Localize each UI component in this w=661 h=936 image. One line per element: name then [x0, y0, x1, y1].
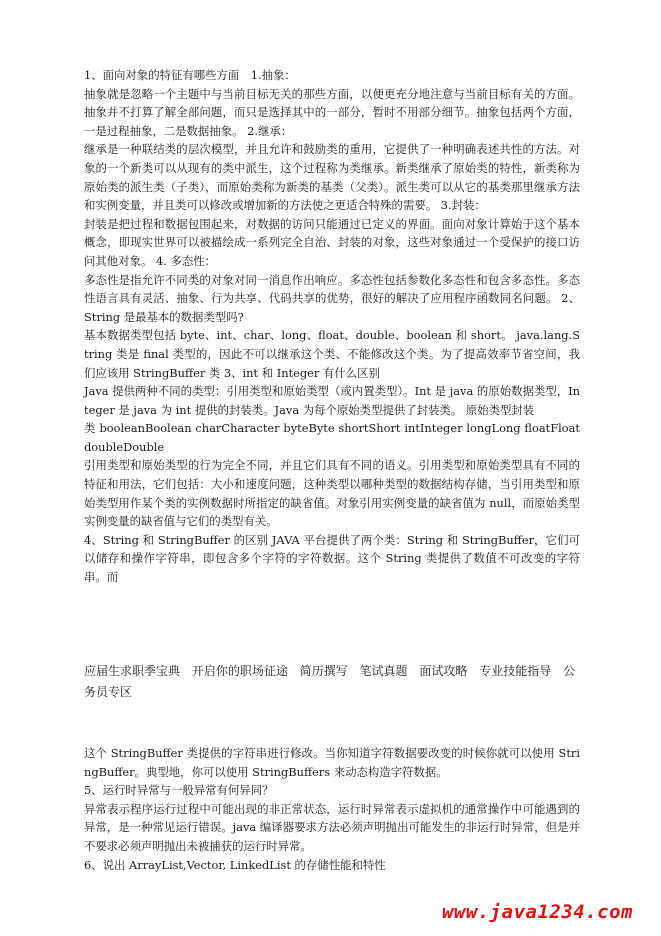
promo-link-civil-service[interactable]: 公务员专区 [84, 664, 576, 699]
paragraph-polymorphism: 多态性是指允许不同类的对象对同一消息作出响应。多态性包括参数化多态性和包含多态性。多态性语言具有灵活、抽象、行为共享、代码共享的优势，很好的解决了应用程序函数同名问题。 2、String 是最基本的数据类型吗? [84, 272, 580, 324]
heading-oop-features: 1、面向对象的特征有哪些方面 1.抽象： [84, 68, 296, 82]
promo-link-resume[interactable]: 简历撰写 [299, 664, 348, 678]
paragraph-exceptions: 异常表示程序运行过程中可能出现的非正常状态，运行时异常表示虚拟机的通常操作中可能遇到的异常，是一种常见运行错误。java 编译器要求方法必须声明抛出可能发生的非运行时异常，但是并不要求必须声明抛出未被捕获的运行时异常。 [84, 801, 580, 853]
paragraph-inheritance: 继承是一种联结类的层次模型，并且允许和鼓励类的重用，它提供了一种明确表述共性的方法。对象的一个新类可以从现有的类中派生，这个过程称为类继承。新类继承了原始类的特性，新类称为原始类的派生类（子类），而原始类称为新类的基类（父类）。派生类可以从它的基类那里继承方法和实例变量，并且类可以修改或增加新的方法使之更适合特殊的需要。 3.封装： [84, 142, 580, 213]
site-watermark: www.java1234.com [441, 901, 633, 923]
promo-link-career-start[interactable]: 开启你的职场征途 [191, 664, 288, 678]
promo-link-skills[interactable]: 专业技能指导 [479, 664, 552, 678]
paragraph-encapsulation: 封装是把过程和数据包围起来，对数据的访问只能通过已定义的界面。面向对象计算始于这个基本概念，即现实世界可以被描绘成一系列完全自治、封装的对象，这些对象通过一个受保护的接口访问其他对象。 4. 多态性： [84, 216, 580, 268]
heading-runtime-exceptions: 5、运行时异常与一般异常有何异同？ [84, 783, 274, 798]
promo-link-bar [84, 661, 580, 703]
promo-link-written-tests[interactable]: 笔试真题 [359, 664, 408, 678]
promo-link-job-guide[interactable]: 应届生求职季宝典 [84, 664, 181, 678]
paragraph-reference-vs-primitive: 引用类型和原始类型的行为完全不同，并且它们具有不同的语义。引用类型和原始类型具有不同的特征和用法，它们包括：大小和速度问题，这种类型以哪种类型的数据结构存储，当引用类型和原始类型用作某个类的实例数据时所指定的缺省值。对象引用实例变量的缺省值为 null，而原始类型实例变量的缺省值与它们的类型有关。 [84, 458, 580, 529]
paragraph-stringbuffer-usage: 这个 StringBuffer 类提供的字符串进行修改。当你知道字符数据要改变的时候你就可以使用 StringBuffer。典型地，你可以使用 StringBuffers 来动态构造字符数据。 [84, 746, 580, 779]
paragraph-string-vs-stringbuffer: 4、String 和 StringBuffer 的区别 JAVA 平台提供了两个类：String 和 StringBuffer，它们可以储存和操作字符串，即包含多个字符的字符数据。这个 String 类提供了数值不可改变的字符串。而 [84, 532, 580, 585]
heading-collections: 6、说出 ArrayList,Vector, LinkedList 的存储性能和特性 [84, 857, 386, 872]
paragraph-abstraction: 抽象就是忽略一个主题中与当前目标无关的那些方面，以便更充分地注意与当前目标有关的方面。抽象并不打算了解全部问题，而只是选择其中的一部分，暂时不用部分细节。抽象包括两个方面，一是过程抽象，二是数据抽象。 2.继承： [84, 86, 580, 138]
paragraph-wrapper-classes: 类 booleanBoolean charCharacter byteByte shortShort intInteger longLong floatFloat doubleDouble [84, 421, 580, 454]
document-body-part-2 [84, 744, 580, 874]
promo-link-interview[interactable]: 面试攻略 [419, 664, 468, 678]
paragraph-int-vs-integer: Java 提供两种不同的类型：引用类型和原始类型（或内置类型）。Int 是 java 的原始数据类型，Integer 是 java 为 int 提供的封装类。Java 为每个原始类型提供了封装类。 原始类型封装 [84, 384, 580, 417]
document-body-part-1 [84, 66, 580, 587]
paragraph-primitive-types: 基本数据类型包括 byte、int、char、long、float、double、boolean 和 short。 java.lang.String 类是 final 类型的，因此不可以继承这个类、不能修改这个类。为了提高效率节省空间，我们应该用 StringBuffer 类 3、int 和 Integer 有什么区别 [84, 328, 580, 380]
